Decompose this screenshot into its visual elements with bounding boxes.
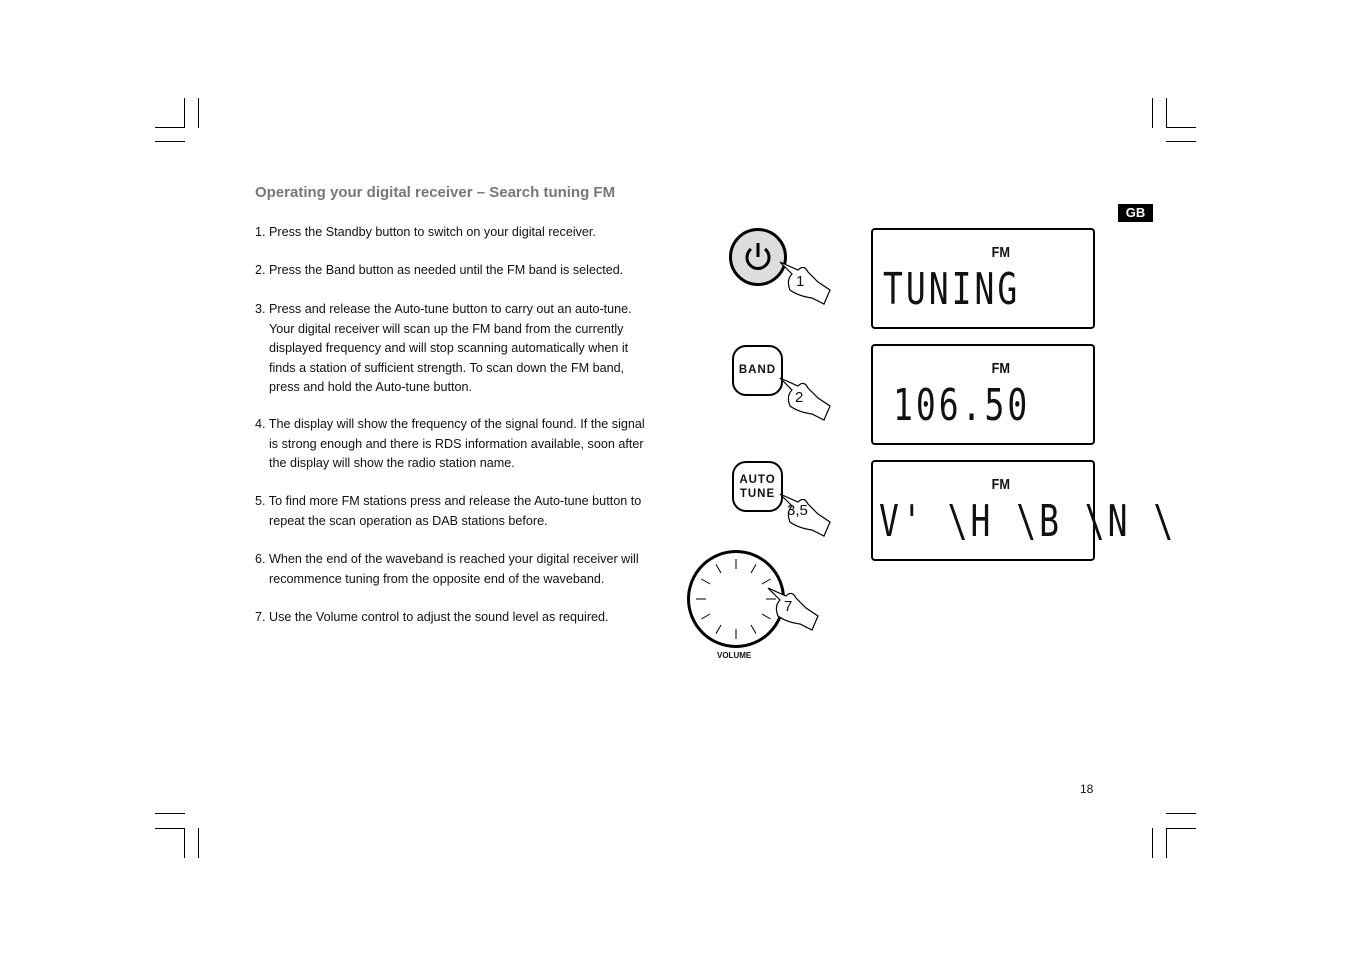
auto-tune-button (732, 461, 783, 512)
dial-tick (716, 625, 721, 634)
lcd-display-frequency (871, 344, 1095, 445)
crop-mark (1166, 828, 1167, 858)
band-indicator: FM (991, 360, 1011, 377)
tune-label: TUNE (739, 488, 776, 500)
crop-mark (1166, 828, 1196, 829)
crop-mark (1166, 141, 1196, 142)
auto-label: AUTO (739, 474, 776, 486)
step-6 (255, 550, 665, 589)
display-text: 106.50 (893, 380, 1031, 431)
crop-mark (184, 98, 185, 128)
step-text-cont: Your digital receiver will scan up the FM band from the currently displayed frequency and will stop scanning automatically when it finds a station of sufficient strength. To scan down the FM band, press and hold the Auto-tune button. (269, 321, 629, 394)
step-text: 2. Press the Band button as needed until the FM band is selected. (255, 263, 624, 277)
callout-2: 2 (795, 389, 804, 406)
callout-7: 7 (784, 598, 793, 615)
step-text-cont: is strong enough and there is RDS information available, soon after the display will show the radio station name. (269, 436, 644, 470)
crop-mark (1166, 813, 1196, 814)
crop-mark (198, 828, 199, 858)
step-text: 4. The display will show the frequency of the signal found. If the signal (255, 417, 645, 431)
band-button: BAND (732, 345, 783, 396)
crop-mark (1166, 127, 1196, 128)
pointing-hand-icon (778, 256, 834, 308)
step-text: 3. Press and release the Auto-tune button to carry out an auto-tune. (255, 302, 632, 316)
step-text: 6. When the end of the waveband is reached your digital receiver will (255, 552, 639, 566)
callout-3-5: 3,5 (787, 502, 808, 519)
dial-tick (716, 564, 721, 573)
dial-tick (701, 579, 710, 584)
dial-tick (701, 614, 710, 619)
power-icon (732, 231, 784, 283)
step-1 (255, 223, 665, 243)
crop-mark (155, 828, 185, 829)
language-tab: GB (1118, 204, 1153, 222)
pointing-hand-icon (778, 372, 834, 424)
display-text: V' \H \B \N \ (879, 496, 1177, 547)
crop-mark (1152, 828, 1153, 858)
dial-tick (751, 564, 756, 573)
display-text: TUNING (883, 264, 1021, 315)
band-indicator: FM (991, 476, 1011, 493)
step-text: 7. Use the Volume control to adjust the sound level as required. (255, 610, 609, 624)
step-7 (255, 608, 665, 628)
pointing-hand-icon (766, 582, 822, 634)
lcd-display-station (871, 460, 1177, 561)
step-text-cont: recommence tuning from the opposite end of the waveband. (269, 571, 605, 586)
crop-mark (155, 813, 185, 814)
step-3 (255, 300, 655, 398)
dial-tick (751, 625, 756, 634)
crop-mark (184, 828, 185, 858)
crop-mark (155, 127, 185, 128)
step-2 (255, 261, 665, 281)
step-text: 5. To find more FM stations press and release the Auto-tune button to (255, 494, 642, 508)
crop-mark (155, 141, 185, 142)
callout-1: 1 (796, 273, 805, 290)
page-heading: Operating your digital receiver – Search tuning FM (255, 184, 616, 201)
crop-mark (1152, 98, 1153, 128)
crop-mark (1166, 98, 1167, 128)
band-indicator: FM (991, 244, 1011, 261)
step-5 (255, 492, 665, 531)
volume-label: VOLUME (717, 651, 752, 660)
step-4 (255, 415, 655, 474)
step-text-cont: repeat the scan operation as DAB stations before. (269, 513, 548, 528)
step-text: 1. Press the Standby button to switch on your digital receiver. (255, 225, 596, 239)
lcd-display-tuning (871, 228, 1095, 329)
crop-mark (198, 98, 199, 128)
page-number: 18 (1080, 782, 1094, 796)
